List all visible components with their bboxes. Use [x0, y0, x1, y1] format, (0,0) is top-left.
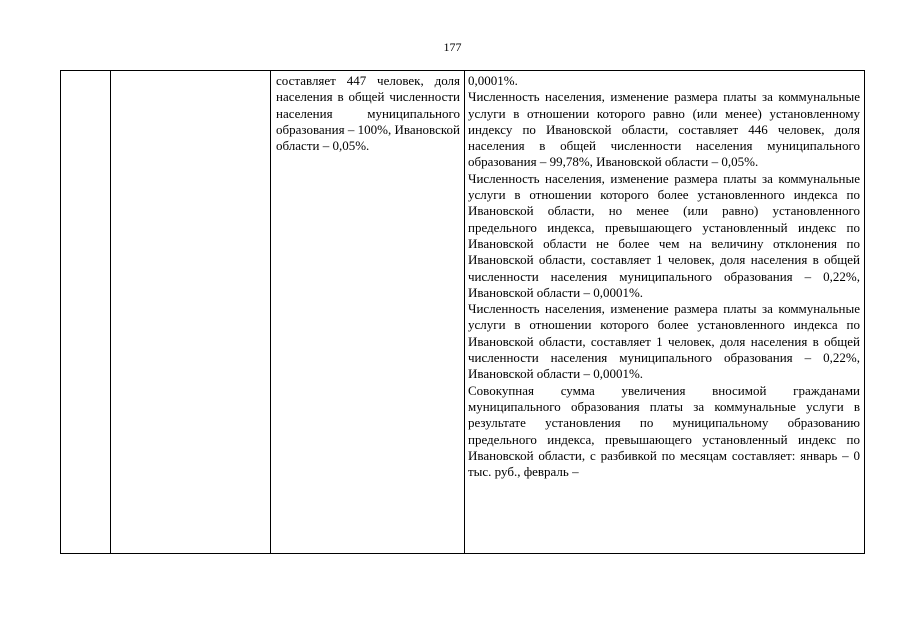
- document-table: [60, 70, 865, 554]
- detail-paragraph: Численность населения, изменение размера платы за коммунальные услуги в отношении которого равно (или менее) установленному индексу по Ивановской области, составляет 446 человек, доля населения в общей численности населения муниципального образования – 99,78%, Ивановской области – 0,05%.: [468, 89, 860, 170]
- cell-text-col4: [465, 71, 864, 480]
- cell-text-col3: составляет 447 человек, доля населения в общей численности населения муниципального образования – 100%, Ивановской области – 0,05%.: [276, 73, 460, 154]
- table-cell-summary: [271, 71, 465, 554]
- detail-paragraph: Совокупная сумма увеличения вносимой гражданами муниципального образования платы за коммунальные услуги в результате установления по муниципальному образованию предельного индекса, превышающего установленный индекс по Ивановской области, с разбивкой по месяцам составляет: январь – 0 тыс. руб., февраль –: [468, 382, 860, 480]
- table-cell-name: [111, 71, 271, 554]
- page-number: 177: [443, 40, 462, 54]
- table-cell-number: [61, 71, 111, 554]
- table-cell-details: [465, 71, 865, 554]
- detail-paragraph: Численность населения, изменение размера платы за коммунальные услуги в отношении которого более установленного индекса по Ивановской области, составляет 1 человек, доля населения в общей численности населения муниципального образования – 0,22%, Ивановской области – 0,0001%.: [468, 301, 860, 382]
- table-row: [61, 71, 865, 554]
- detail-paragraph: Численность населения, изменение размера платы за коммунальные услуги в отношении которого более установленного индекса по Ивановской области, но менее (или равно) установленного предельного индекса, превышающего установленный индекс по Ивановской области не более чем на величину отклонения по Ивановской области, составляет 1 человек, доля населения в общей численности населения муниципального образования – 0,22%, Ивановской области – 0,0001%.: [468, 170, 860, 300]
- detail-paragraph: 0,0001%.: [468, 73, 518, 88]
